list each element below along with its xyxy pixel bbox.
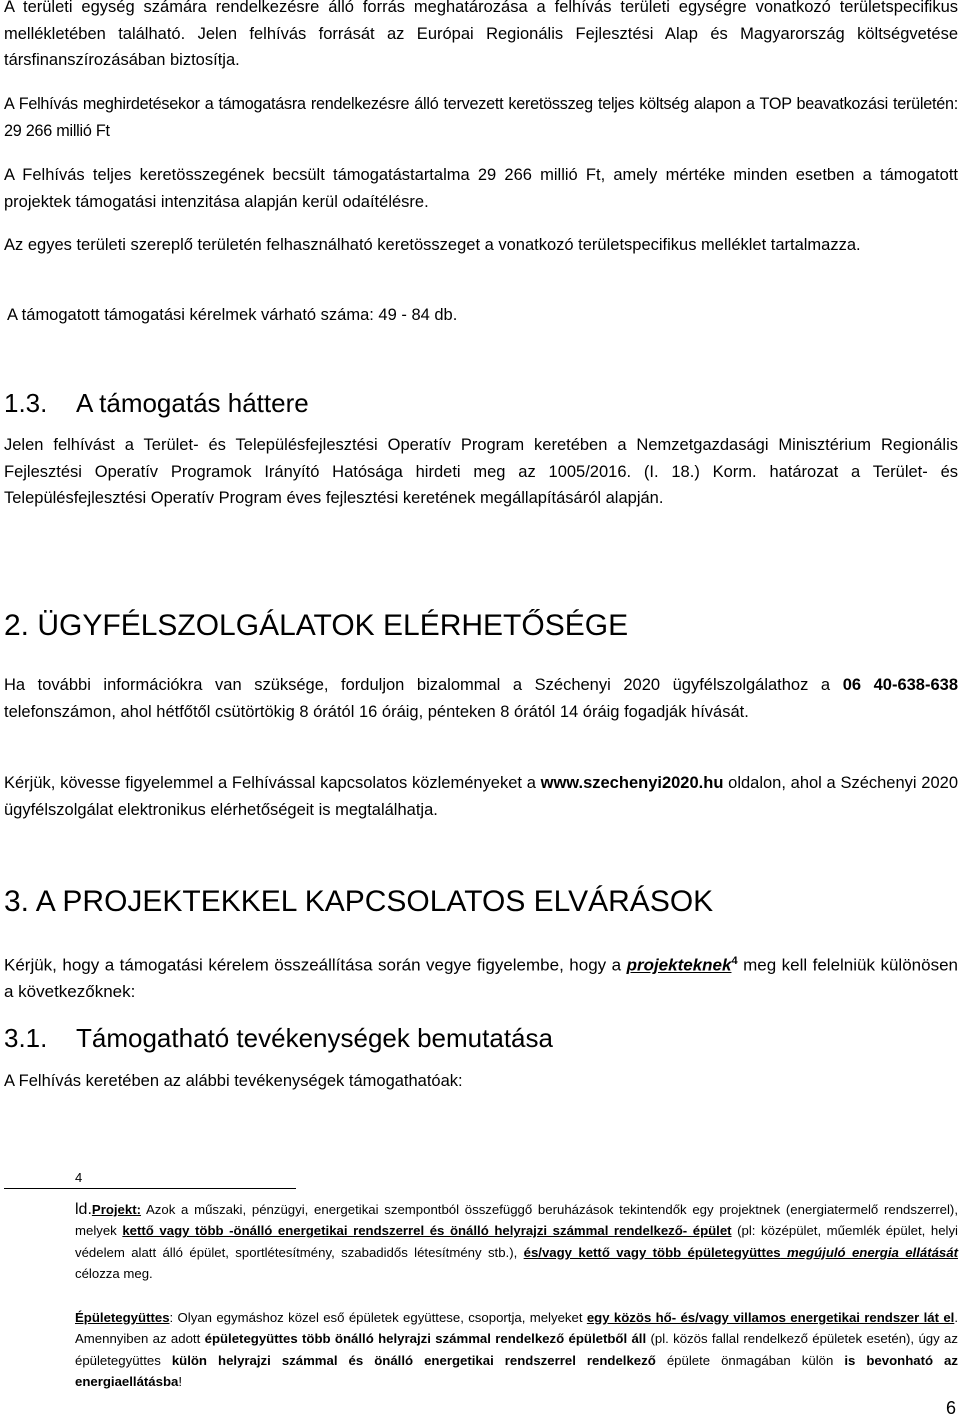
paragraph-territorial-budget: Az egyes területi szereplő területén felhasználható keretösszeget a vonatkozó területspecifikus melléklet tartalmazza. bbox=[4, 236, 861, 254]
footnote-text: . Amennyiben az adott bbox=[75, 1310, 958, 1347]
contact-text-b: telefonszámon, ahol hétfőtől csütörtökig 8 órától 16 óráig, pénteken 8 órától 14 óráig fogadják hívását. bbox=[4, 702, 749, 721]
footnote-lead: ld. bbox=[75, 1201, 92, 1218]
footnote-text: ! bbox=[178, 1373, 183, 1389]
paragraph-background: Jelen felhívást a Terület- és Településfejlesztési Operatív Program keretében a Nemzetgazdasági Minisztérium Regionális Fejlesztési Operatív Programok Irányító Hatósága hirdeti meg az 1005/2016. (I. 18.) Korm. határozat a Terület- és Településfejlesztési Operatív Program éves fejlesztési keretének megállapításáról alapján. bbox=[4, 436, 958, 507]
footnote-text: célozza meg. bbox=[75, 1265, 153, 1281]
footnote-term-building-complex: Épületegyüttes bbox=[75, 1310, 170, 1325]
website-text-a: Kérjük, kövesse figyelemmel a Felhívással kapcsolatos közleményeket a bbox=[4, 774, 536, 792]
heading-3-project-requirements: 3. A PROJEKTEKKEL KAPCSOLATOS ELVÁRÁSOK bbox=[4, 885, 714, 918]
paragraph-projects bbox=[4, 948, 958, 1006]
footnote-emphasis: egy közös hő- és/vagy villamos energetikai rendszer lát el bbox=[586, 1310, 955, 1325]
footnote-building-complex-definition bbox=[75, 1307, 958, 1392]
footnote-separator bbox=[4, 1188, 296, 1189]
contact-text-a: Ha további információkra van szüksége, forduljon bizalommal a Széchenyi 2020 ügyfélszolgálathoz a bbox=[4, 676, 831, 694]
website-text-b: oldalon, ahol a Széchenyi 2020 ügyfélszolgálat elektronikus elérhetőségeit is megtalálhatja. bbox=[4, 774, 958, 819]
contact-phone: 06 40-638-638 bbox=[842, 676, 959, 694]
footnote-emphasis: külön helyrajzi számmal és önálló energetikai rendszerrel rendelkező bbox=[171, 1352, 656, 1368]
projects-text-a: Kérjük, hogy a támogatási kérelem összeállítása során vegye figyelembe, hogy a bbox=[4, 955, 622, 975]
projects-text-b: meg kell felelniük különösen a következőknek: bbox=[4, 955, 958, 1002]
footnote-emphasis: kettő vagy több -önálló energetikai rendszerrel és önálló helyrajzi számmal rendelkező- épület bbox=[122, 1223, 732, 1239]
heading-3-1-number: 3.1. bbox=[4, 1023, 48, 1053]
paragraph-activities: A Felhívás keretében az alábbi tevékenységek támogathatóak: bbox=[4, 1072, 463, 1090]
projects-term: projekteknek bbox=[626, 955, 732, 975]
footnote-term-project: Projekt: bbox=[91, 1202, 142, 1217]
heading-1-3 bbox=[4, 387, 958, 419]
footnote-text: épülete önmagában külön bbox=[666, 1352, 834, 1368]
page-number: 6 bbox=[945, 1398, 956, 1418]
heading-1-3-title: A támogatás háttere bbox=[76, 388, 309, 418]
heading-1-3-number: 1.3. bbox=[4, 388, 48, 418]
heading-2-customer-service: 2. ÜGYFÉLSZOLGÁLATOK ELÉRHETŐSÉGE bbox=[4, 609, 629, 642]
heading-3-1 bbox=[4, 1022, 958, 1054]
footnote-emphasis: is bevonható az energiaellátásba bbox=[75, 1352, 958, 1389]
footnote-emphasis: épületegyüttes több önálló helyrajzi számmal rendelkező épületből áll bbox=[204, 1331, 647, 1347]
website-url: www.szechenyi2020.hu bbox=[540, 774, 724, 792]
footnote-text: : Olyan egymáshoz közel eső épületek együttese, csoportja, melyeket bbox=[169, 1310, 583, 1325]
paragraph-estimated-support: A Felhívás teljes keretösszegének becsült támogatástartalma 29 266 millió Ft, amely mértéke minden esetben a támogatott projektek támogatási intenzitása alapján kerül odaítélésre. bbox=[4, 166, 958, 211]
footnote-emphasis: és/vagy kettő vagy több épületegyüttes bbox=[523, 1244, 781, 1260]
paragraph-website bbox=[4, 770, 958, 823]
paragraph-budget: A Felhívás meghirdetésekor a támogatásra rendelkezésre álló tervezett keretösszeg teljes költség alapon a TOP beavatkozási területén: 29 266 millió Ft bbox=[4, 95, 958, 140]
footnote-reference: 4 bbox=[731, 955, 738, 967]
footnote-emphasis: megújuló energia ellátását bbox=[786, 1244, 958, 1260]
paragraph-funding-source: A területi egység számára rendelkezésre álló forrás meghatározása a felhívás területi egységre vonatkozó területspecifikus mellékletében található. Jelen felhívás forrását az Európai Regionális Fejlesztési Alap és Magyarország költségvetése társfinanszírozásában biztosítja. bbox=[4, 0, 958, 69]
heading-3-1-title: Támogatható tevékenységek bemutatása bbox=[76, 1023, 553, 1053]
footnote-text: (pl: középület, műemlék épület, helyi védelem alatt álló épület, sportlétesítmény, szabadidős létesítmény stb.), bbox=[75, 1223, 958, 1260]
paragraph-contact bbox=[4, 672, 958, 725]
paragraph-application-count: A támogatott támogatási kérelmek várható száma: 49 - 84 db. bbox=[7, 306, 458, 324]
footnote-text: Azok a műszaki, pénzügyi, energetikai szempontból összefüggő beruházások tekintendők egy projektnek (energiatermelő rendszerrel), melyek bbox=[75, 1202, 958, 1239]
footnote-text: (pl. közös fallal rendelkező épületek esetén), úgy az épületegyüttes bbox=[75, 1331, 958, 1368]
footnote-project-definition bbox=[75, 1199, 958, 1284]
footnote-mark: 4 bbox=[75, 1170, 83, 1185]
